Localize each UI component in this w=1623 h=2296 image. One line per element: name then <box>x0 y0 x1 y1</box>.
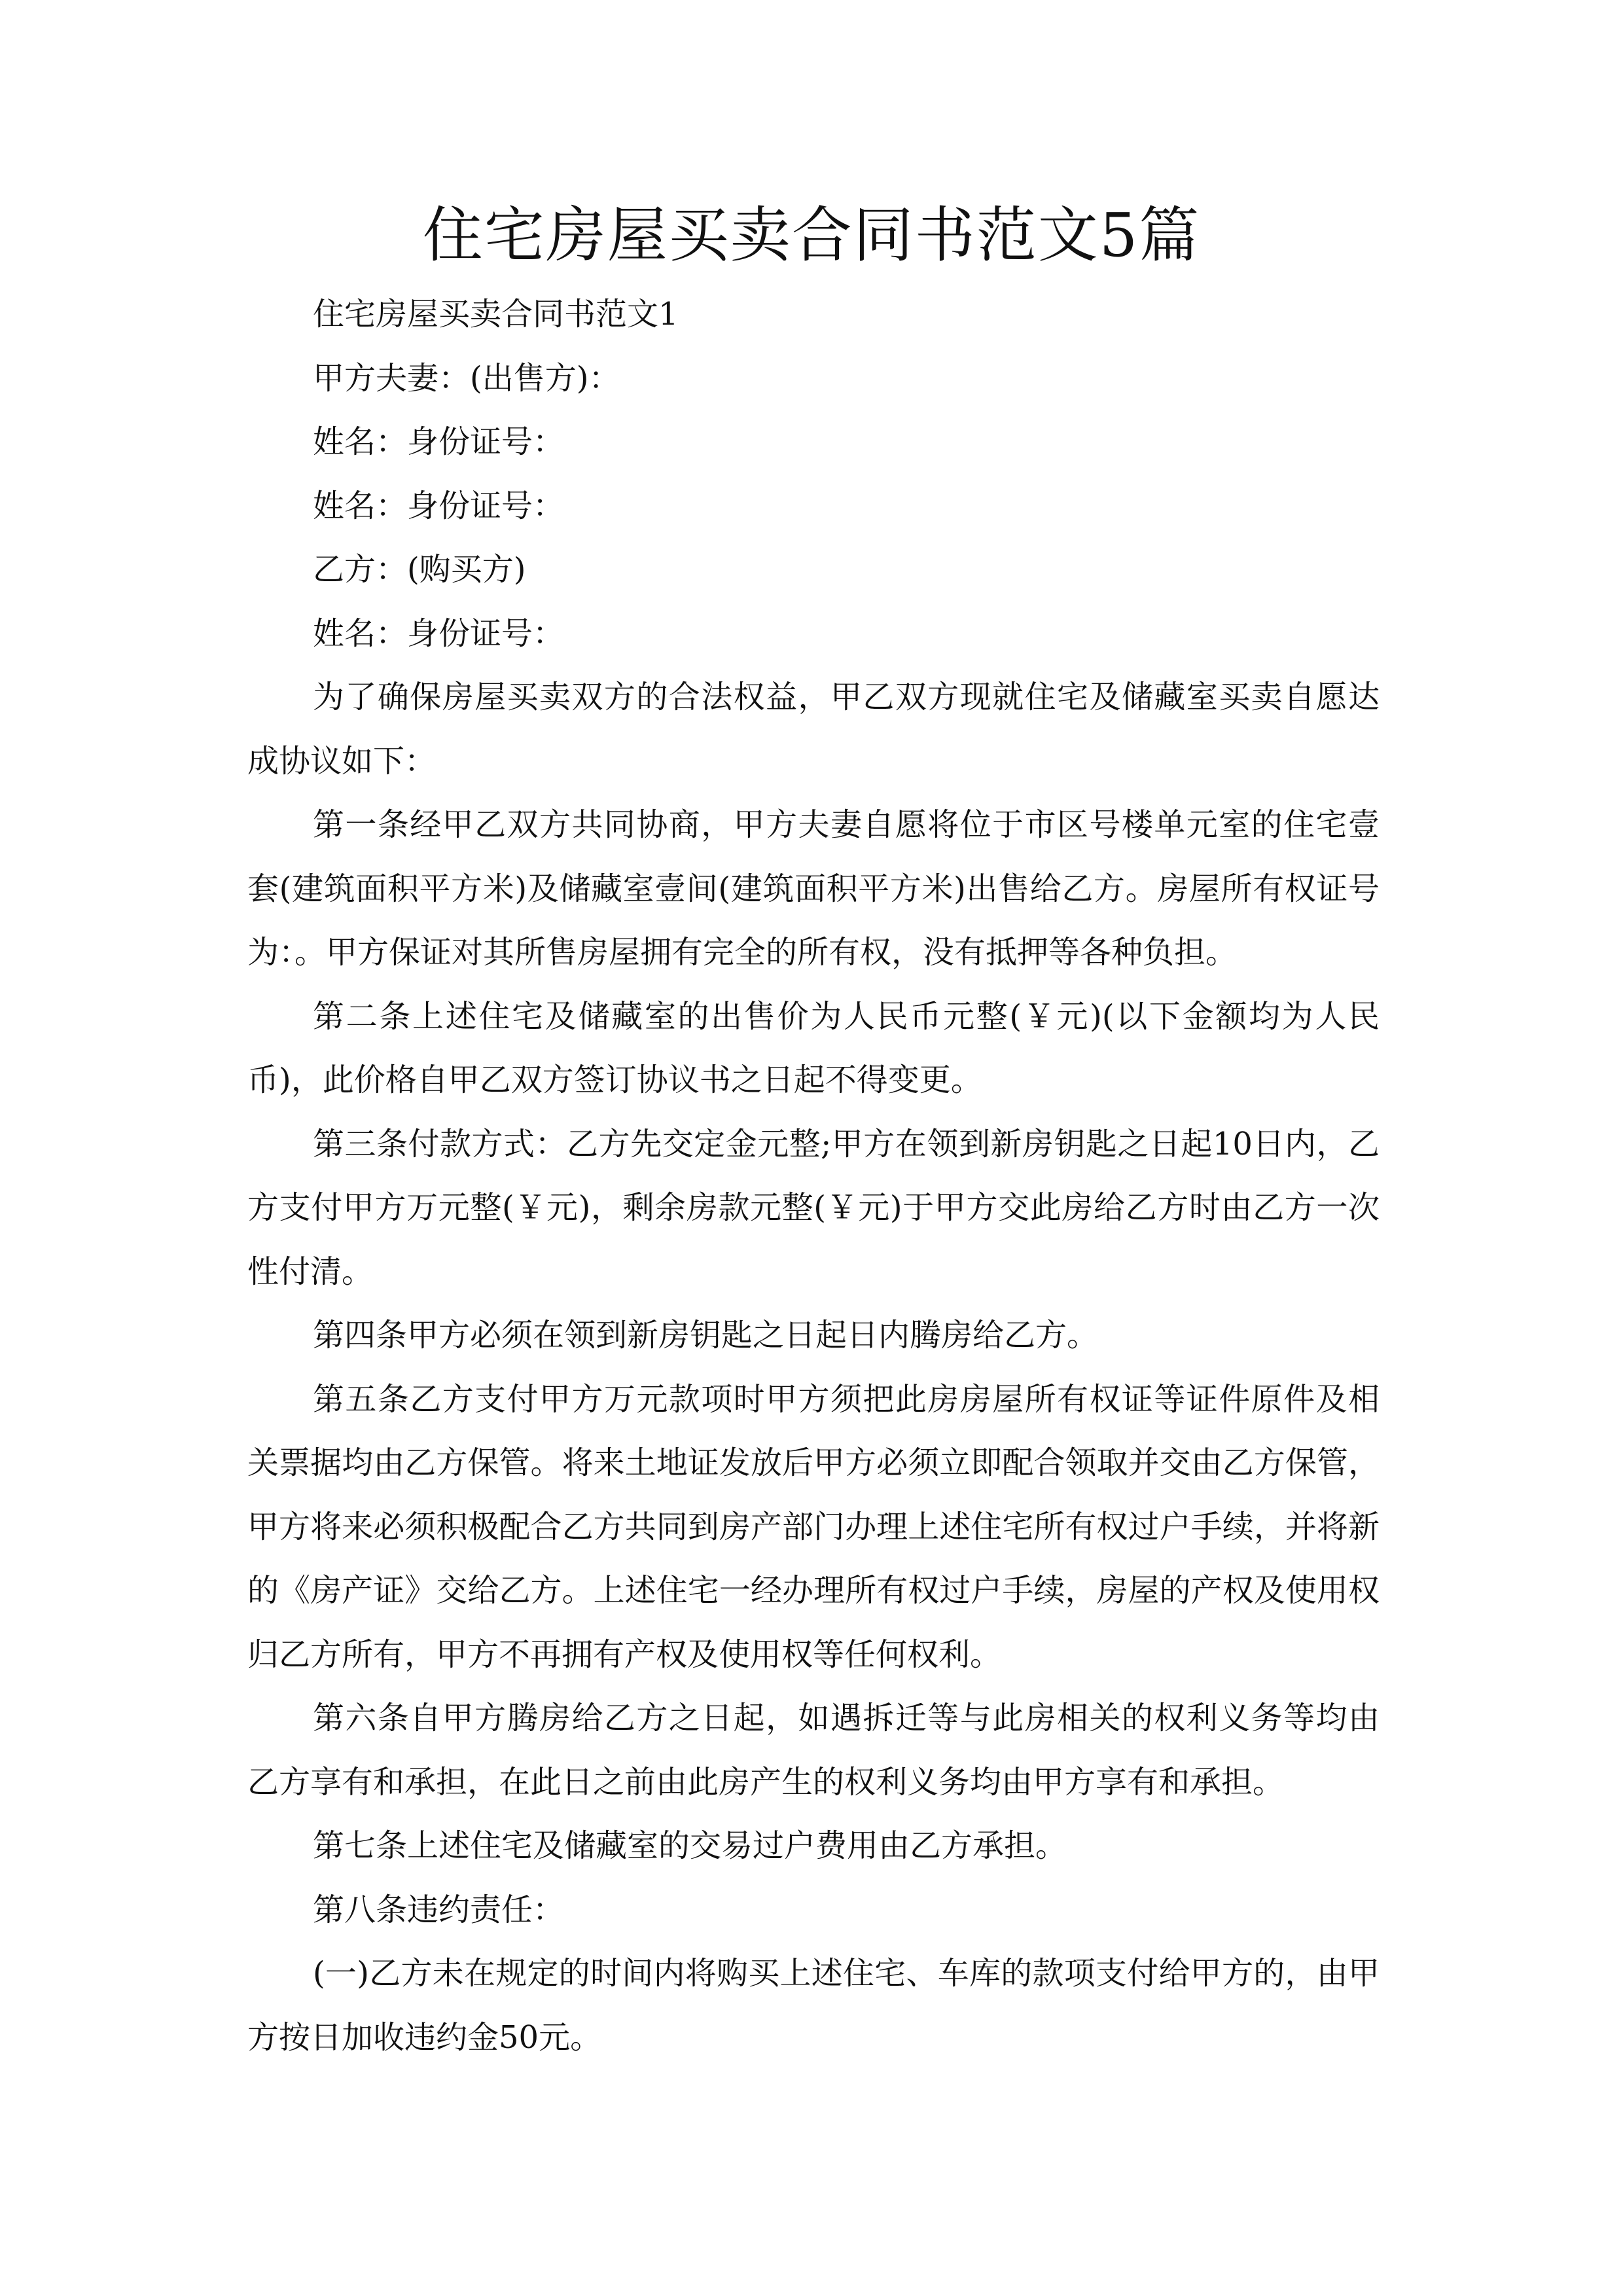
party-a-label: 甲方夫妻：(出售方)： <box>313 359 620 397</box>
article-5: 第五条乙方支付甲方万元款项时甲方须把此房房屋所有权证等证件原件及相关票据均由乙方保管。将来土地证发放后甲方必须立即配合领取并交由乙方保管，甲方将来必须积极配合乙方共同到房产部门办理上述住宅所有权过户手续，并将新的《房产证》交给乙方。上述住宅一经办理所有权过户手续，房屋的产权及使用权归乙方所有，甲方不再拥有产权及使用权等任何权利。 <box>247 1380 1380 1673</box>
document-body <box>247 283 1380 2070</box>
article-7: 第七条上述住宅及储藏室的交易过户费用由乙方承担。 <box>313 1827 1067 1864</box>
article-3: 第三条付款方式：乙方先交定金元整;甲方在领到新房钥匙之日起10日内，乙方支付甲方万元整(￥元)，剩余房款元整(￥元)于甲方交此房给乙方时由乙方一次性付清。 <box>247 1125 1380 1290</box>
party-a-name-id-1: 姓名：身份证号： <box>313 423 565 460</box>
article-4: 第四条甲方必须在领到新房钥匙之日起日内腾房给乙方。 <box>313 1317 1099 1354</box>
article-6: 第六条自甲方腾房给乙方之日起，如遇拆迁等与此房相关的权利义务等均由乙方享有和承担，在此日之前由此房产生的权利义务均由甲方享有和承担。 <box>247 1700 1380 1801</box>
article-2: 第二条上述住宅及储藏室的出售价为人民币元整(￥元)(以下金额均为人民币)，此价格自甲乙双方签订协议书之日起不得变更。 <box>247 997 1380 1098</box>
party-b-name-id: 姓名：身份证号： <box>313 615 565 652</box>
article-8-heading: 第八条违约责任： <box>313 1891 565 1928</box>
document-title: 住宅房屋买卖合同书范文5篇 <box>422 200 1201 270</box>
section-heading: 住宅房屋买卖合同书范文1 <box>313 296 679 332</box>
article-1: 第一条经甲乙双方共同协商，甲方夫妻自愿将位于市区号楼单元室的住宅壹套(建筑面积平方米)及储藏室壹间(建筑面积平方米)出售给乙方。房屋所有权证号为：。甲方保证对其所售房屋拥有完全的所有权，没有抵押等各种负担。 <box>247 806 1380 971</box>
article-8-clause-1: (一)乙方未在规定的时间内将购买上述住宅、车库的款项支付给甲方的，由甲方按日加收违约金50元。 <box>247 1955 1380 2056</box>
party-b-label: 乙方：(购买方) <box>313 551 526 588</box>
preamble-paragraph: 为了确保房屋买卖双方的合法权益，甲乙双方现就住宅及储藏室买卖自愿达成协议如下： <box>247 679 1380 780</box>
party-a-name-id-2: 姓名：身份证号： <box>313 487 565 524</box>
